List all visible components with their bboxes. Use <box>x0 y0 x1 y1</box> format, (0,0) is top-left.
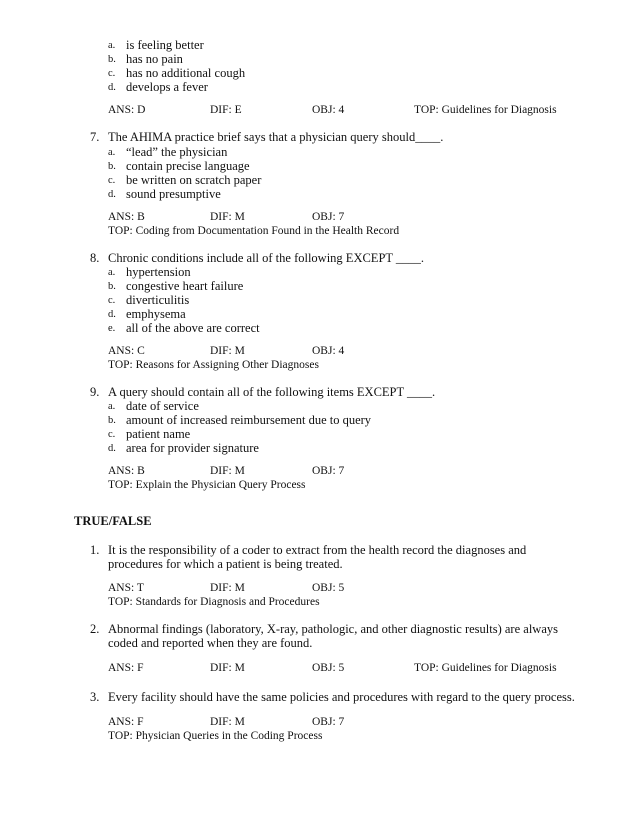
question-number: 7. <box>90 130 100 144</box>
objective: OBJ: 4 <box>312 104 345 116</box>
answer: ANS: D <box>108 104 146 116</box>
question-number: 9. <box>90 385 100 399</box>
objective: OBJ: 7 <box>312 716 345 728</box>
topic: TOP: Reasons for Assigning Other Diagnoses <box>108 359 319 371</box>
question-number: 2. <box>90 622 100 636</box>
option-text: “lead” the physician <box>126 145 228 159</box>
objective: OBJ: 5 <box>312 582 345 594</box>
answer: ANS: B <box>108 465 145 477</box>
option-text: area for provider signature <box>126 441 259 455</box>
topic: TOP: Explain the Physician Query Process <box>108 479 306 491</box>
question-text: The AHIMA practice brief says that a physician query should____. <box>108 130 444 144</box>
option-letter: a. <box>108 267 116 278</box>
option-letter: b. <box>108 281 116 292</box>
topic: TOP: Standards for Diagnosis and Procedures <box>108 596 320 608</box>
answer: ANS: C <box>108 345 145 357</box>
objective: OBJ: 4 <box>312 345 345 357</box>
answer: ANS: B <box>108 211 145 223</box>
difficulty: DIF: E <box>210 104 242 116</box>
option-letter: c. <box>108 68 116 79</box>
option-text: sound presumptive <box>126 187 221 201</box>
topic: TOP: Guidelines for Diagnosis <box>414 104 557 116</box>
objective: OBJ: 5 <box>312 662 345 674</box>
question-text: A query should contain all of the following items EXCEPT ____. <box>108 385 436 399</box>
option-letter: c. <box>108 429 116 440</box>
question-text: Every facility should have the same policies and procedures with regard to the query process. <box>108 690 575 704</box>
option-text: diverticulitis <box>126 293 190 307</box>
option-letter: d. <box>108 82 116 93</box>
option-letter: a. <box>108 147 116 158</box>
difficulty: DIF: M <box>210 582 245 594</box>
option-letter: b. <box>108 415 116 426</box>
option-letter: c. <box>108 295 116 306</box>
option-letter: d. <box>108 189 116 200</box>
difficulty: DIF: M <box>210 211 245 223</box>
topic: TOP: Guidelines for Diagnosis <box>414 662 557 674</box>
option-text: date of service <box>126 399 199 413</box>
option-text: contain precise language <box>126 159 250 173</box>
question-text-continued: coded and reported when they are found. <box>108 636 313 650</box>
option-letter: a. <box>108 40 116 51</box>
option-text: is feeling better <box>126 38 204 52</box>
option-letter: d. <box>108 309 116 320</box>
option-letter: e. <box>108 323 116 334</box>
difficulty: DIF: M <box>210 465 245 477</box>
objective: OBJ: 7 <box>312 211 345 223</box>
option-text: all of the above are correct <box>126 321 260 335</box>
option-text: be written on scratch paper <box>126 173 262 187</box>
option-text: amount of increased reimbursement due to query <box>126 413 372 427</box>
question-text: Abnormal findings (laboratory, X-ray, pathologic, and other diagnostic results) are always <box>108 622 558 636</box>
question-number: 1. <box>90 543 100 557</box>
option-text: has no pain <box>126 52 183 66</box>
option-text: hypertension <box>126 265 191 279</box>
option-letter: d. <box>108 443 116 454</box>
difficulty: DIF: M <box>210 345 245 357</box>
topic: TOP: Physician Queries in the Coding Process <box>108 730 323 742</box>
option-text: congestive heart failure <box>126 279 244 293</box>
topic: TOP: Coding from Documentation Found in the Health Record <box>108 225 400 237</box>
option-letter: c. <box>108 175 116 186</box>
answer: ANS: T <box>108 582 144 594</box>
option-text: patient name <box>126 427 191 441</box>
option-text: has no additional cough <box>126 66 246 80</box>
option-letter: a. <box>108 401 116 412</box>
answer: ANS: F <box>108 662 144 674</box>
question-number: 8. <box>90 251 100 265</box>
option-letter: b. <box>108 161 116 172</box>
option-text: develops a fever <box>126 80 208 94</box>
answer: ANS: F <box>108 716 144 728</box>
question-text: It is the responsibility of a coder to extract from the health record the diagnoses and <box>108 543 527 557</box>
option-letter: b. <box>108 54 116 65</box>
difficulty: DIF: M <box>210 716 245 728</box>
objective: OBJ: 7 <box>312 465 345 477</box>
question-text-continued: procedures for which a patient is being treated. <box>108 557 343 571</box>
difficulty: DIF: M <box>210 662 245 674</box>
section-heading: TRUE/FALSE <box>74 514 152 528</box>
question-number: 3. <box>90 690 100 704</box>
question-text: Chronic conditions include all of the following EXCEPT ____. <box>108 251 425 265</box>
option-text: emphysema <box>126 307 186 321</box>
